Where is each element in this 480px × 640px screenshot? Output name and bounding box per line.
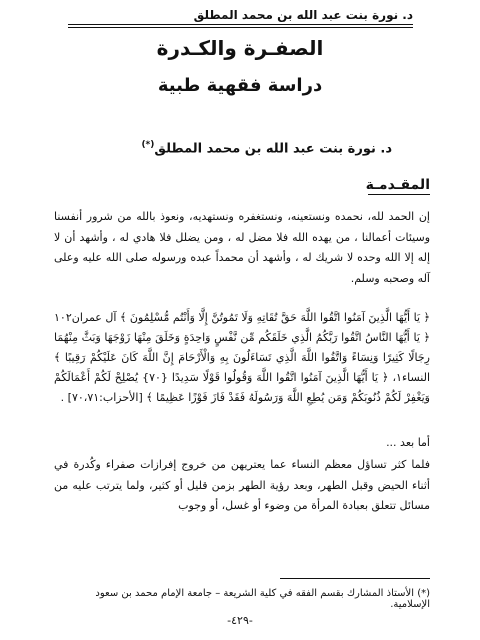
- paragraph-body: فلما كثر تساؤل معظم النساء عما يعتريهن من خروج إفرازات صفراء وكُدرة في أثناء الحيض وقبل الطهر، وبعد رؤية الطهر بزمن قليل أو كثير، ولما يترتب عليه من مسائل تتعلق بعبادة المرأة من وضوء أو غسل، أو وجوب: [54, 458, 430, 512]
- running-head: د. نورة بنت عبد الله بن محمد المطلق: [193, 8, 413, 22]
- author-line: [72, 140, 392, 156]
- header-rule-secondary: [68, 27, 413, 28]
- page-title: الصفـرة والكـدرة: [156, 36, 324, 60]
- footnote-separator: [280, 578, 430, 579]
- page-number: -٤٢٩-: [227, 614, 253, 627]
- paragraph-introduction: إن الحمد لله، نحمده ونستعينه، ونستغفره ونستهديه، ونعوذ بالله من شرور أنفسنا وسيئات أعمالنا ، من يهده الله فلا مضل له ، ومن يضلل فلا هادي له ، وأشهد أن لا إله إلا الله وحده لا شريك له ، وأشهد أن محمداً عبده ورسوله صلى الله عليه وعلى آله وصحبه وسلم.: [54, 210, 430, 285]
- page-subtitle: دراسة فقهية طبية: [157, 75, 323, 96]
- section-heading: المقـدمـة: [365, 177, 430, 193]
- footnote: (*) الأستاذ المشارك بقسم الفقه في كلية الشريعة – جامعة الإمام محمد بن سعود الإسلامية.: [95, 588, 430, 610]
- author-name: د. نورة بنت عبد الله بن محمد المطلق: [154, 141, 392, 157]
- header-rule: [68, 24, 413, 25]
- paragraph-transition: أما بعد ...: [386, 436, 430, 449]
- author-footnote-marker: (*): [141, 140, 155, 150]
- paragraph-quranic-verses: ﴿ يَا أَيُّهَا الَّذِينَ آمَنُوا اتَّقُوا اللَّهَ حَقَّ تُقَاتِهِ وَلَا تَمُوتُنَّ إِلَّا وَأَنْتُم مُّسْلِمُونَ ﴾ آل عمران١٠٢ ﴿ يَا أَيُّهَا النَّاسُ اتَّقُوا رَبَّكُمُ الَّذِي خَلَقَكُم مِّن نَّفْسٍ وَاحِدَةٍ وَخَلَقَ مِنْهَا زَوْجَهَا وَبَثَّ مِنْهُمَا رِجَالًا كَثِيرًا وَنِسَاءً وَاتَّقُوا اللَّهَ الَّذِي تَسَاءَلُونَ بِهِ وَالْأَرْحَامَ إِنَّ اللَّهَ كَانَ عَلَيْكُمْ رَقِيبًا ﴾ النساء١، ﴿ يَا أَيُّهَا الَّذِينَ آمَنُوا اتَّقُوا اللَّهَ وَقُولُوا قَوْلًا سَدِيدًا {٧٠} يُصْلِحْ لَكُمْ أَعْمَالَكُمْ وَيَغْفِرْ لَكُمْ ذُنُوبَكُمْ وَمَن يُطِعِ اللَّهَ وَرَسُولَهُ فَقَدْ فَازَ فَوْزًا عَظِيمًا ﴾ [الأحزاب:٧٠،٧١] .: [54, 311, 431, 404]
- section-heading-underline: [368, 194, 430, 195]
